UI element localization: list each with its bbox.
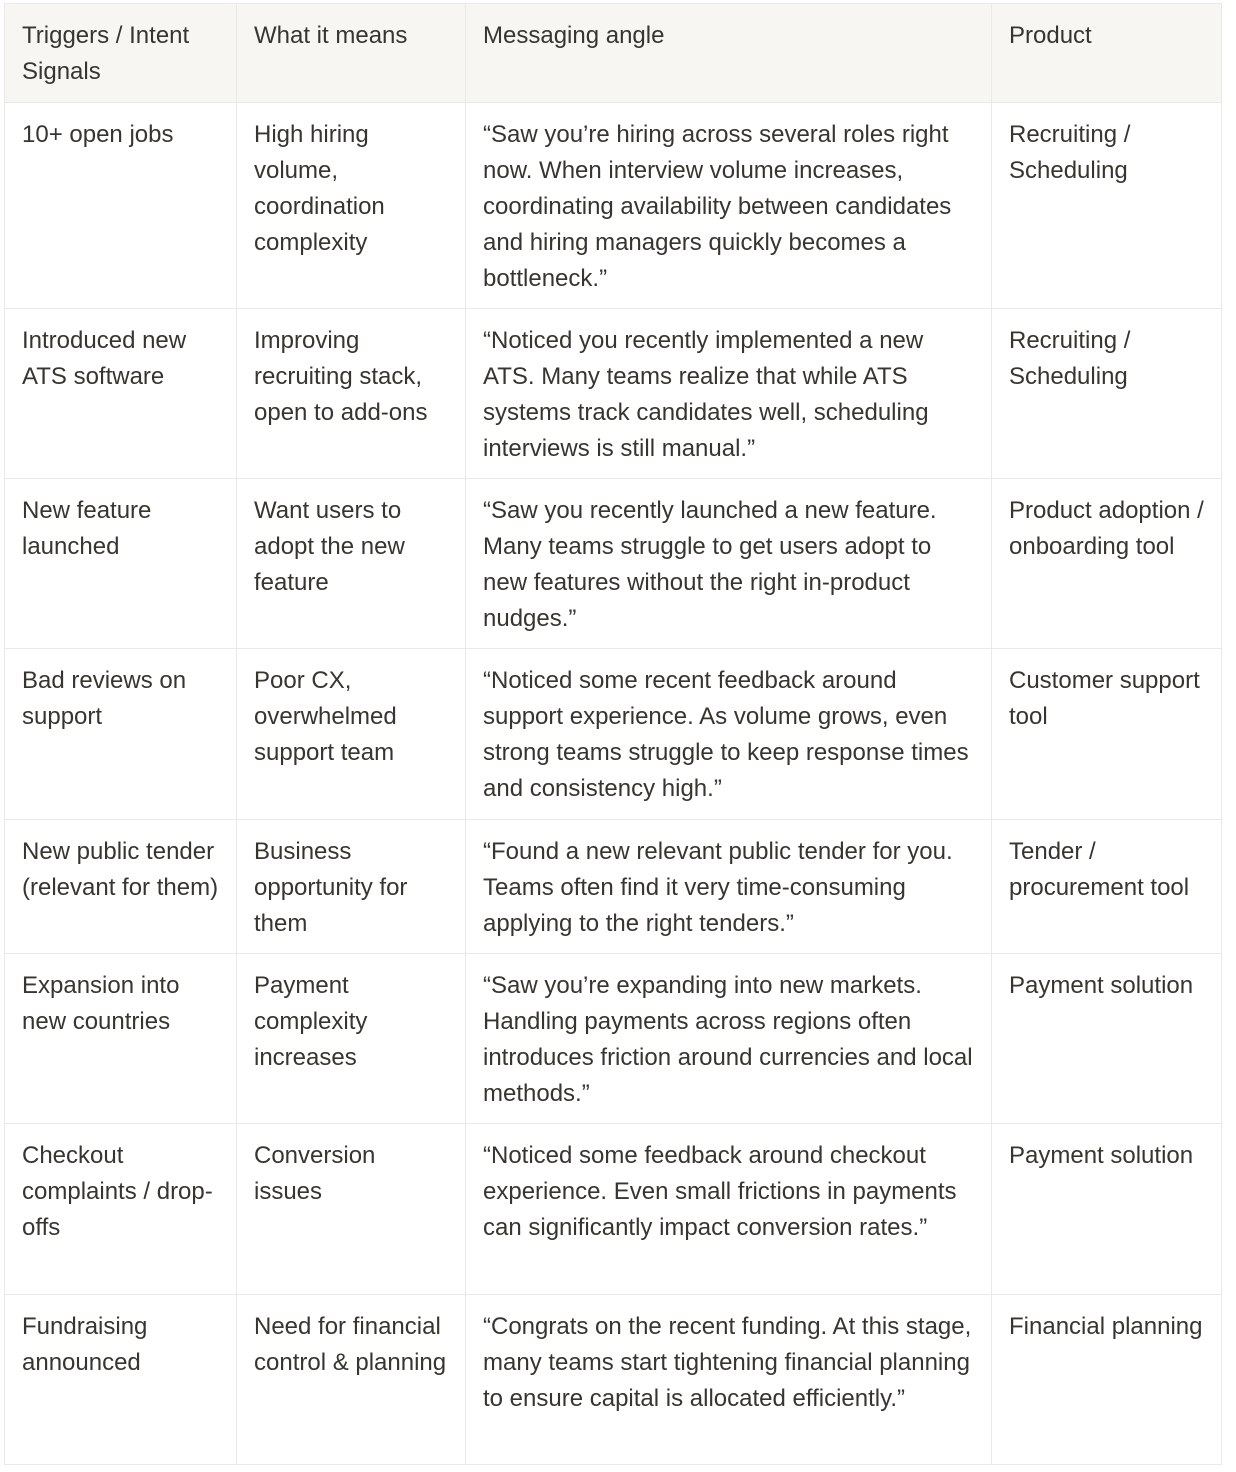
table-row [5,309,1222,479]
cell-trigger: Checkout complaints / drop-offs [5,1124,237,1295]
cell-meaning: Want users to adopt the new feature [237,479,466,649]
cell-trigger: Fundraising announced [5,1295,237,1465]
table-row [5,1124,1222,1295]
cell-trigger: 10+ open jobs [5,103,237,309]
cell-product: Recruiting / Scheduling [992,309,1222,479]
cell-angle: “Congrats on the recent funding. At this stage, many teams start tightening financial planning to ensure capital is allocated efficiently.” [466,1295,992,1465]
cell-product: Payment solution [992,954,1222,1124]
table-header-row [5,4,1222,103]
cell-product: Tender / procurement tool [992,820,1222,954]
cell-product: Product adoption / onboarding tool [992,479,1222,649]
cell-meaning: High hiring volume, coordination complexity [237,103,466,309]
cell-meaning: Payment complexity increases [237,954,466,1124]
header-what-it-means: What it means [237,4,466,103]
cell-angle: “Saw you recently launched a new feature. Many teams struggle to get users adopt to new features without the right in-product nudges.” [466,479,992,649]
cell-trigger: Introduced new ATS software [5,309,237,479]
header-product: Product [992,4,1222,103]
table-row [5,954,1222,1124]
cell-angle: “Noticed you recently implemented a new ATS. Many teams realize that while ATS systems track candidates well, scheduling interviews is still manual.” [466,309,992,479]
cell-angle: “Noticed some feedback around checkout experience. Even small frictions in payments can significantly impact conversion rates.” [466,1124,992,1295]
header-triggers: Triggers / Intent Signals [5,4,237,103]
cell-meaning: Poor CX, overwhelmed support team [237,649,466,820]
signals-table-container [4,3,1221,1465]
cell-meaning: Business opportunity for them [237,820,466,954]
cell-angle: “Saw you’re expanding into new markets. Handling payments across regions often introduces friction around currencies and local methods.” [466,954,992,1124]
cell-meaning: Improving recruiting stack, open to add-ons [237,309,466,479]
cell-trigger: New feature launched [5,479,237,649]
table-row [5,103,1222,309]
cell-angle: “Found a new relevant public tender for you. Teams often find it very time-consuming applying to the right tenders.” [466,820,992,954]
cell-meaning: Conversion issues [237,1124,466,1295]
header-messaging-angle: Messaging angle [466,4,992,103]
cell-product: Customer support tool [992,649,1222,820]
cell-trigger: Expansion into new countries [5,954,237,1124]
cell-angle: “Saw you’re hiring across several roles right now. When interview volume increases, coordinating availability between candidates and hiring managers quickly becomes a bottleneck.” [466,103,992,309]
table-row [5,479,1222,649]
cell-meaning: Need for financial control & planning [237,1295,466,1465]
cell-angle: “Noticed some recent feedback around support experience. As volume grows, even strong teams struggle to keep response times and consistency high.” [466,649,992,820]
table-row [5,649,1222,820]
cell-trigger: New public tender (relevant for them) [5,820,237,954]
cell-product: Recruiting / Scheduling [992,103,1222,309]
cell-product: Payment solution [992,1124,1222,1295]
cell-product: Financial planning [992,1295,1222,1465]
table-row [5,1295,1222,1465]
cell-trigger: Bad reviews on support [5,649,237,820]
signals-table [4,3,1222,1465]
table-row [5,820,1222,954]
